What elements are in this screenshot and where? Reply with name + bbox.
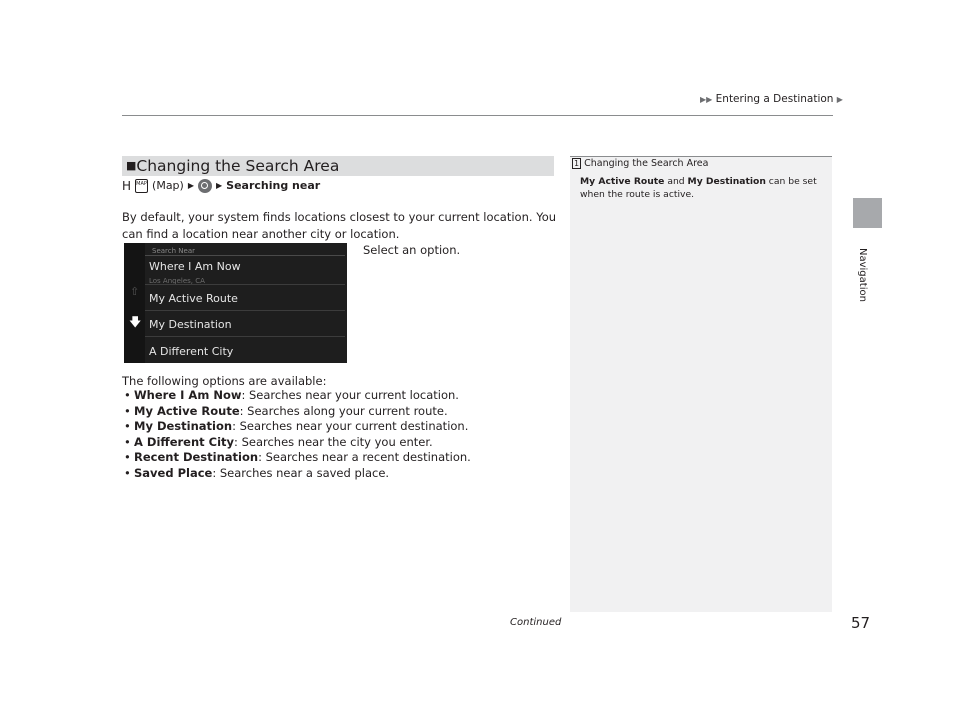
bullet: • xyxy=(124,434,131,449)
side-note-heading xyxy=(572,157,708,170)
list-item xyxy=(122,419,471,435)
list-term: My Active Route xyxy=(134,403,240,418)
option-where-i-am-now[interactable] xyxy=(145,255,345,283)
select-instruction: Select an option. xyxy=(363,243,461,257)
list-term: Where I Am Now xyxy=(134,388,242,402)
map-button-icon: MAP xyxy=(135,179,148,193)
final-step: Searching near xyxy=(226,179,321,192)
list-term: A Different City xyxy=(134,434,235,449)
scroll-column xyxy=(124,243,145,363)
note-term: My Active Route xyxy=(580,176,665,187)
option-label: A Different City xyxy=(149,345,234,358)
list-term: Recent Destination xyxy=(134,450,259,465)
arrow-right-icon: ▶ xyxy=(836,95,843,104)
bullet: • xyxy=(124,403,131,418)
option-label: My Active Route xyxy=(149,292,238,305)
scroll-up-icon[interactable]: ⇧ xyxy=(130,285,140,298)
note-number: 1 xyxy=(574,159,580,168)
note-text: and xyxy=(664,176,688,187)
note-text: can be set when the route is active. xyxy=(580,176,817,200)
list-desc: : Searches near your current destination. xyxy=(232,419,469,434)
section-title xyxy=(126,157,339,175)
navigation-path xyxy=(122,178,320,194)
step-arrow-icon: ▶ xyxy=(187,181,194,190)
continued-label: Continued xyxy=(510,617,562,628)
list-desc: : Searches along your current route. xyxy=(239,403,448,418)
list-desc: : Searches near a recent destination. xyxy=(258,450,471,465)
list-desc: : Searches near your current location. xyxy=(241,388,459,402)
list-term: My Destination xyxy=(134,419,233,434)
option-label: My Destination xyxy=(149,318,232,331)
side-note-panel xyxy=(570,156,832,612)
option-my-destination[interactable] xyxy=(145,311,345,337)
list-item xyxy=(122,404,471,420)
section-marker: ■ xyxy=(126,159,137,172)
screen-header: Search Near xyxy=(152,247,195,255)
map-label: (Map) xyxy=(152,179,184,192)
bullet: • xyxy=(124,450,131,465)
option-label: Where I Am Now xyxy=(149,260,241,273)
options-list xyxy=(122,388,471,482)
options-intro: The following options are available: xyxy=(122,374,327,388)
bullet: • xyxy=(124,465,131,480)
arrow-right-icon: ▶▶ xyxy=(700,95,713,104)
search-icon xyxy=(198,179,212,193)
list-item xyxy=(122,435,471,451)
section-title-text: Changing the Search Area xyxy=(136,157,340,175)
chapter-tab-marker xyxy=(853,198,882,228)
step-arrow-icon: ▶ xyxy=(215,181,223,190)
chapter-tab xyxy=(850,248,886,302)
breadcrumb-label: Entering a Destination xyxy=(715,93,834,105)
search-near-screen xyxy=(124,243,347,363)
option-a-different-city[interactable] xyxy=(145,338,345,363)
list-desc: : Searches near the city you enter. xyxy=(234,434,433,449)
bullet: • xyxy=(124,388,131,402)
list-item xyxy=(122,466,471,482)
list-item xyxy=(122,388,471,404)
intro-paragraph: By default, your system finds locations closest to your current location. You can find a location near another city or location. xyxy=(122,210,557,241)
chapter-tab-label: Navigation xyxy=(857,248,868,302)
side-note-title: Changing the Search Area xyxy=(584,158,709,169)
list-term: Saved Place xyxy=(134,465,213,480)
note-term: My Destination xyxy=(687,176,766,187)
home-icon: H xyxy=(122,179,132,193)
breadcrumb xyxy=(700,93,843,105)
list-item xyxy=(122,450,471,466)
option-my-active-route[interactable] xyxy=(145,284,345,311)
side-note-body xyxy=(580,175,820,201)
bullet: • xyxy=(124,419,131,434)
header-rule xyxy=(122,115,833,116)
option-sublabel: Los Angeles, CA xyxy=(149,277,205,285)
list-desc: : Searches near a saved place. xyxy=(212,465,390,480)
page-number: 57 xyxy=(851,614,871,632)
scroll-down-icon[interactable]: 🡇 xyxy=(129,315,142,329)
